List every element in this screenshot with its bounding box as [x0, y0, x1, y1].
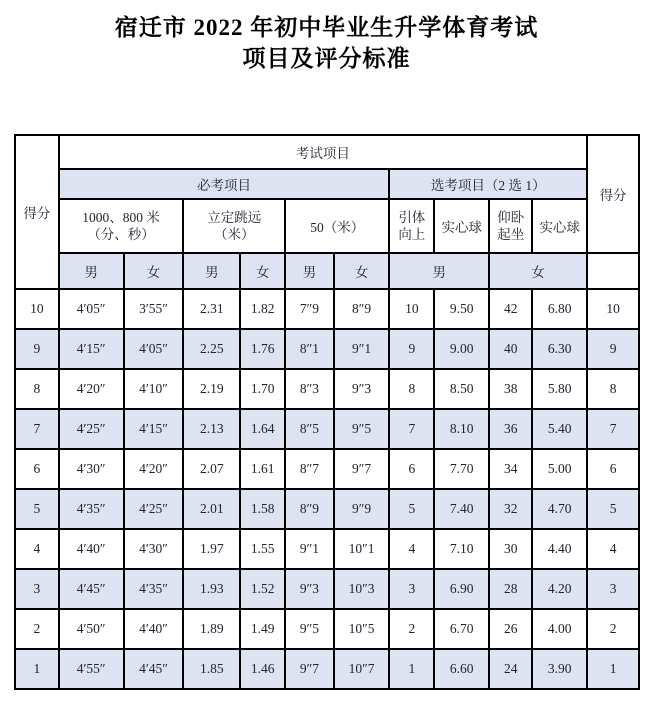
run-header-line2: （分、秒） — [87, 227, 155, 242]
pull-up-header-line1: 引体 — [398, 210, 426, 225]
run-male-cell: 4′55″ — [59, 649, 124, 689]
score-cell-left: 3 — [15, 569, 59, 609]
gender-run-male: 男 — [59, 253, 124, 289]
run-female-cell: 4′10″ — [124, 369, 184, 409]
table-row — [15, 569, 639, 609]
score-cell-right: 6 — [587, 449, 639, 489]
ball-male-cell: 7.10 — [434, 529, 489, 569]
page-title — [8, 12, 645, 74]
score-cell-right: 5 — [587, 489, 639, 529]
ball-male-cell: 8.10 — [434, 409, 489, 449]
table-row — [15, 409, 639, 449]
score-cell-right: 2 — [587, 609, 639, 649]
ball-male-cell: 8.50 — [434, 369, 489, 409]
gender-jump-male: 男 — [183, 253, 240, 289]
sprint-male-cell: 7″9 — [285, 289, 334, 329]
sprint-male-cell: 9″3 — [285, 569, 334, 609]
ball-male-cell: 6.60 — [434, 649, 489, 689]
pullup-cell: 7 — [389, 409, 434, 449]
sprint-male-cell: 9″5 — [285, 609, 334, 649]
situp-cell: 40 — [489, 329, 532, 369]
table-row — [15, 329, 639, 369]
sprint-female-cell: 10″5 — [334, 609, 390, 649]
sit-up-header — [489, 199, 532, 253]
sprint-female-cell: 8″9 — [334, 289, 390, 329]
score-cell-right: 8 — [587, 369, 639, 409]
ball-male-cell: 6.90 — [434, 569, 489, 609]
situp-cell: 34 — [489, 449, 532, 489]
jump-female-cell: 1.49 — [240, 609, 285, 649]
ball-male-cell: 7.70 — [434, 449, 489, 489]
table-row — [15, 449, 639, 489]
run-male-cell: 4′35″ — [59, 489, 124, 529]
ball-female-cell: 4.00 — [532, 609, 587, 649]
score-cell-left: 8 — [15, 369, 59, 409]
run-female-cell: 4′15″ — [124, 409, 184, 449]
ball-female-cell: 5.00 — [532, 449, 587, 489]
solid-ball-male-header: 实心球 — [434, 199, 489, 253]
situp-cell: 32 — [489, 489, 532, 529]
score-cell-left: 5 — [15, 489, 59, 529]
gender-optional-female: 女 — [489, 253, 587, 289]
run-female-cell: 4′30″ — [124, 529, 184, 569]
pullup-cell: 1 — [389, 649, 434, 689]
score-cell-left: 6 — [15, 449, 59, 489]
sprint-male-cell: 8″1 — [285, 329, 334, 369]
situp-cell: 42 — [489, 289, 532, 329]
jump-female-cell: 1.46 — [240, 649, 285, 689]
jump-male-cell: 2.07 — [183, 449, 240, 489]
table-row — [15, 649, 639, 689]
situp-cell: 26 — [489, 609, 532, 649]
jump-female-cell: 1.61 — [240, 449, 285, 489]
page-title-line1: 宿迁市 2022 年初中毕业生升学体育考试 — [114, 15, 539, 40]
score-header-left: 得分 — [15, 135, 59, 289]
sprint-female-cell: 10″3 — [334, 569, 390, 609]
jump-male-cell: 2.25 — [183, 329, 240, 369]
ball-male-cell: 6.70 — [434, 609, 489, 649]
sprint-male-cell: 8″9 — [285, 489, 334, 529]
run-female-cell: 4′35″ — [124, 569, 184, 609]
required-items-header: 必考项目 — [59, 169, 390, 199]
situp-cell: 28 — [489, 569, 532, 609]
run-male-cell: 4′40″ — [59, 529, 124, 569]
gender-sprint-female: 女 — [334, 253, 390, 289]
jump-female-cell: 1.76 — [240, 329, 285, 369]
score-table — [14, 134, 640, 690]
solid-ball-female-header: 实心球 — [532, 199, 587, 253]
situp-cell: 36 — [489, 409, 532, 449]
sprint-male-cell: 8″7 — [285, 449, 334, 489]
score-cell-right: 3 — [587, 569, 639, 609]
jump-female-cell: 1.58 — [240, 489, 285, 529]
ball-male-cell: 7.40 — [434, 489, 489, 529]
ball-female-cell: 5.80 — [532, 369, 587, 409]
table-row — [15, 529, 639, 569]
sprint-female-cell: 10″1 — [334, 529, 390, 569]
run-male-cell: 4′25″ — [59, 409, 124, 449]
pullup-cell: 3 — [389, 569, 434, 609]
run-female-cell: 4′45″ — [124, 649, 184, 689]
run-female-cell: 3′55″ — [124, 289, 184, 329]
table-row — [15, 369, 639, 409]
score-cell-right: 9 — [587, 329, 639, 369]
run-male-cell: 4′15″ — [59, 329, 124, 369]
situp-cell: 24 — [489, 649, 532, 689]
sprint-female-cell: 9″5 — [334, 409, 390, 449]
sprint-male-cell: 9″1 — [285, 529, 334, 569]
sprint-header: 50（米） — [285, 199, 389, 253]
gender-row-empty-cell — [587, 253, 639, 289]
ball-female-cell: 4.40 — [532, 529, 587, 569]
sprint-female-cell: 9″3 — [334, 369, 390, 409]
optional-items-header: 选考项目（2 选 1） — [389, 169, 587, 199]
score-cell-left: 7 — [15, 409, 59, 449]
sprint-male-cell: 9″7 — [285, 649, 334, 689]
gender-optional-male: 男 — [389, 253, 489, 289]
pullup-cell: 4 — [389, 529, 434, 569]
pullup-cell: 10 — [389, 289, 434, 329]
pull-up-header-line2: 向上 — [398, 227, 426, 242]
sprint-female-cell: 9″1 — [334, 329, 390, 369]
sprint-female-cell: 9″9 — [334, 489, 390, 529]
jump-female-cell: 1.70 — [240, 369, 285, 409]
jump-male-cell: 1.97 — [183, 529, 240, 569]
sprint-male-cell: 8″3 — [285, 369, 334, 409]
score-cell-left: 1 — [15, 649, 59, 689]
ball-female-cell: 6.80 — [532, 289, 587, 329]
score-cell-right: 7 — [587, 409, 639, 449]
long-jump-header — [183, 199, 285, 253]
score-header-right: 得分 — [587, 135, 639, 253]
ball-female-cell: 4.20 — [532, 569, 587, 609]
long-jump-header-line2: （米） — [214, 227, 255, 242]
sprint-male-cell: 8″5 — [285, 409, 334, 449]
ball-female-cell: 4.70 — [532, 489, 587, 529]
jump-female-cell: 1.64 — [240, 409, 285, 449]
pullup-cell: 8 — [389, 369, 434, 409]
ball-male-cell: 9.00 — [434, 329, 489, 369]
jump-male-cell: 2.01 — [183, 489, 240, 529]
run-header-line1: 1000、800 米 — [82, 210, 160, 225]
document-page — [0, 12, 653, 721]
run-male-cell: 4′20″ — [59, 369, 124, 409]
exam-items-header: 考试项目 — [59, 135, 587, 169]
jump-male-cell: 1.93 — [183, 569, 240, 609]
jump-male-cell: 2.19 — [183, 369, 240, 409]
sprint-female-cell: 10″7 — [334, 649, 390, 689]
run-female-cell: 4′40″ — [124, 609, 184, 649]
long-jump-header-line1: 立定跳远 — [207, 210, 262, 225]
run-male-cell: 4′05″ — [59, 289, 124, 329]
jump-male-cell: 2.13 — [183, 409, 240, 449]
run-male-cell: 4′30″ — [59, 449, 124, 489]
pullup-cell: 2 — [389, 609, 434, 649]
ball-female-cell: 6.30 — [532, 329, 587, 369]
score-cell-right: 1 — [587, 649, 639, 689]
jump-female-cell: 1.82 — [240, 289, 285, 329]
pullup-cell: 9 — [389, 329, 434, 369]
run-header — [59, 199, 184, 253]
jump-male-cell: 1.85 — [183, 649, 240, 689]
score-cell-left: 10 — [15, 289, 59, 329]
situp-cell: 30 — [489, 529, 532, 569]
run-male-cell: 4′50″ — [59, 609, 124, 649]
score-cell-left: 9 — [15, 329, 59, 369]
ball-female-cell: 3.90 — [532, 649, 587, 689]
jump-male-cell: 2.31 — [183, 289, 240, 329]
jump-female-cell: 1.52 — [240, 569, 285, 609]
ball-female-cell: 5.40 — [532, 409, 587, 449]
page-title-line2: 项目及评分标准 — [242, 46, 411, 71]
pullup-cell: 5 — [389, 489, 434, 529]
jump-female-cell: 1.55 — [240, 529, 285, 569]
pullup-cell: 6 — [389, 449, 434, 489]
ball-male-cell: 9.50 — [434, 289, 489, 329]
score-table-body — [15, 289, 639, 689]
score-cell-left: 2 — [15, 609, 59, 649]
run-female-cell: 4′05″ — [124, 329, 184, 369]
jump-male-cell: 1.89 — [183, 609, 240, 649]
gender-jump-female: 女 — [240, 253, 285, 289]
pull-up-header — [389, 199, 434, 253]
table-row — [15, 609, 639, 649]
table-row — [15, 489, 639, 529]
score-cell-right: 10 — [587, 289, 639, 329]
score-cell-right: 4 — [587, 529, 639, 569]
table-row — [15, 289, 639, 329]
sit-up-header-line1: 仰卧 — [497, 210, 525, 225]
score-cell-left: 4 — [15, 529, 59, 569]
sprint-female-cell: 9″7 — [334, 449, 390, 489]
run-female-cell: 4′20″ — [124, 449, 184, 489]
run-male-cell: 4′45″ — [59, 569, 124, 609]
situp-cell: 38 — [489, 369, 532, 409]
gender-run-female: 女 — [124, 253, 184, 289]
sit-up-header-line2: 起坐 — [497, 227, 525, 242]
gender-sprint-male: 男 — [285, 253, 334, 289]
run-female-cell: 4′25″ — [124, 489, 184, 529]
